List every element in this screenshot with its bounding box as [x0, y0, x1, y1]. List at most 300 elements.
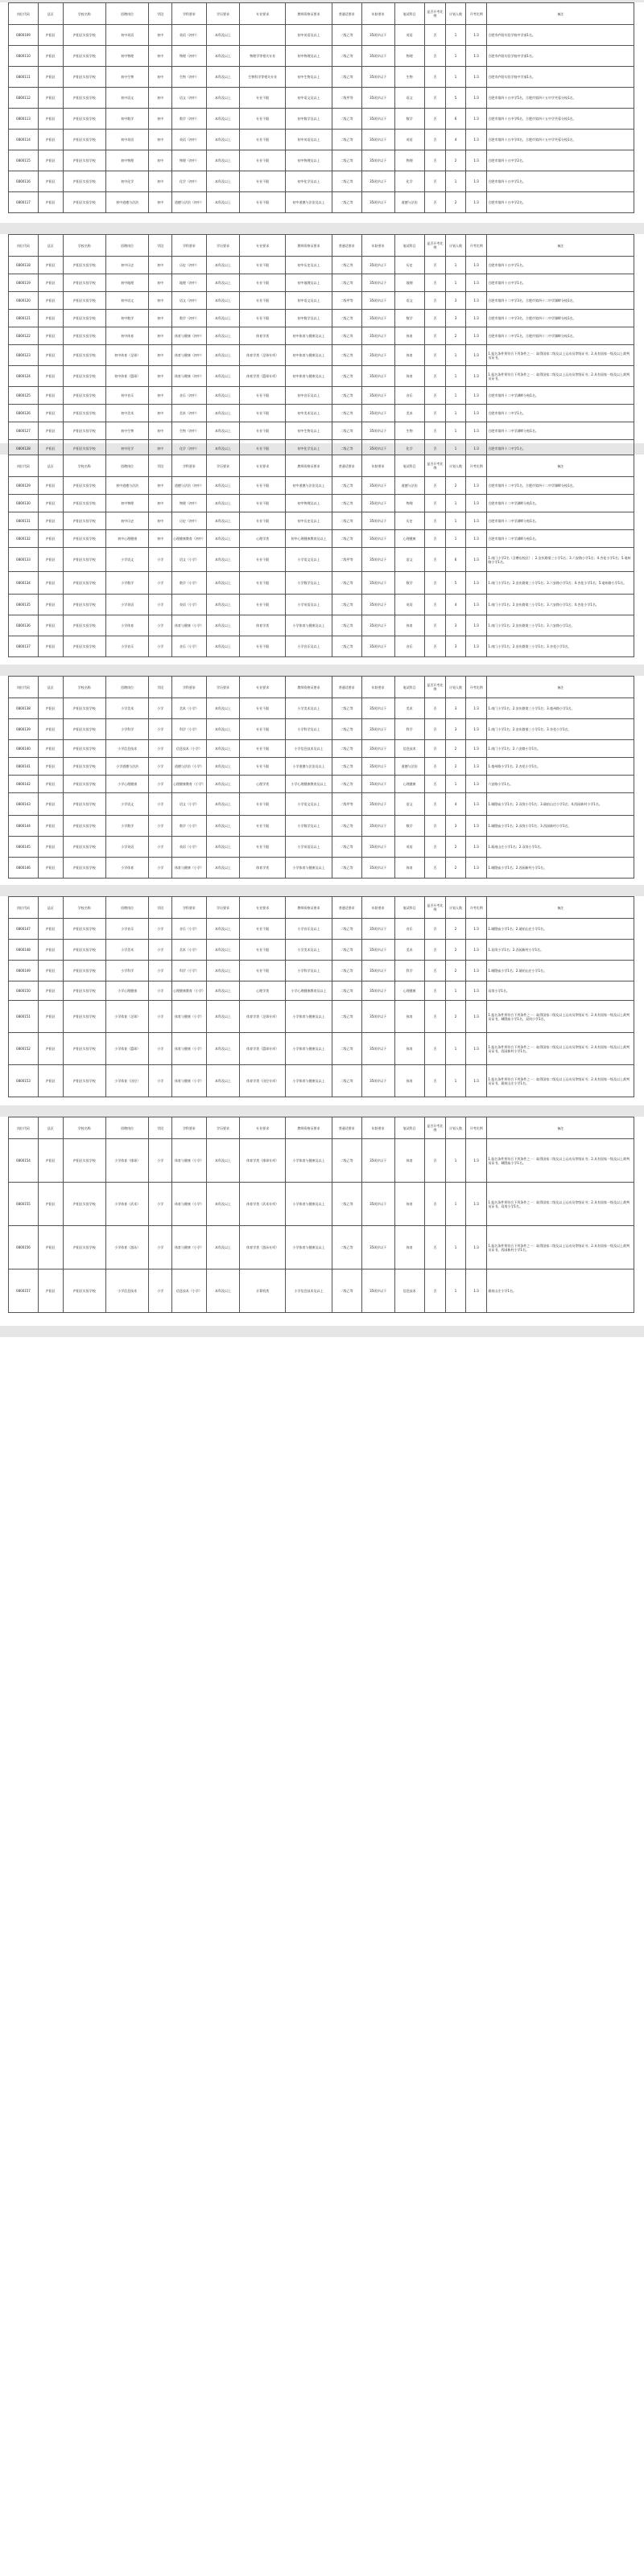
table-cell-教师资格证要求: 初中体育与健康及以上	[286, 366, 332, 387]
table-cell-岗位代码: 0800148	[9, 940, 39, 961]
table-cell-普通话要求: 二级乙等	[332, 719, 361, 740]
table-cell-专业要求: 体育学类（篮球专项）	[239, 366, 285, 387]
table-cell-教师资格证要求: 小学心理健康教育及以上	[286, 981, 332, 1001]
table-cell-专业要求: 专业不限	[239, 405, 285, 422]
table-cell-专业要求	[239, 25, 285, 46]
table-cell-学校名称: 庐阳区实验学校	[63, 858, 105, 879]
table-row	[9, 130, 634, 150]
column-header: 学段	[149, 455, 172, 477]
table-cell-学历要求: 本科及以上	[206, 548, 239, 572]
table-cell-是否开考比例: 否	[424, 405, 446, 422]
column-header: 学科要求	[171, 235, 206, 257]
table-cell-专业要求: 体育学类（排球专项）	[239, 1139, 285, 1183]
table-row	[9, 940, 634, 961]
table-cell-计划人数: 1	[446, 776, 466, 793]
table-cell-学科要求: 生物（初中）	[171, 422, 206, 440]
table-cell-学历要求: 本科及以上	[206, 327, 239, 345]
table-cell-学段: 小学	[149, 615, 172, 636]
table-cell-县区: 庐阳区	[38, 422, 63, 440]
table-cell-县区: 庐阳区	[38, 109, 63, 130]
column-header: 教师资格证要求	[286, 1117, 332, 1139]
table-cell-普通话要求: 二级乙等	[332, 858, 361, 879]
table-cell-教师资格证要求: 小学体育与健康及以上	[286, 615, 332, 636]
table-cell-岗位代码: 0800125	[9, 387, 39, 405]
table-cell-备注: 六安路小学1名。	[487, 776, 634, 793]
column-header: 学历要求	[206, 677, 239, 698]
table-cell-学校名称: 庐阳区实验学校	[63, 1269, 105, 1313]
table-cell-开考比例: 1:3	[465, 477, 487, 495]
table-cell-计划人数: 2	[446, 758, 466, 776]
table-cell-岗位代码: 0800143	[9, 793, 39, 816]
table-cell-计划人数: 4	[446, 595, 466, 615]
table-cell-年龄要求: 35周岁以下	[361, 776, 394, 793]
table-cell-学科要求: 历史（初中）	[171, 257, 206, 274]
table-cell-笔试科目: 生物	[394, 67, 424, 88]
table-cell-普通话要求: 二级乙等	[332, 405, 361, 422]
column-header: 备注	[487, 1117, 634, 1139]
table-cell-计划人数: 1	[446, 67, 466, 88]
table-row	[9, 366, 634, 387]
table-cell-备注: 1.南门小学1名；2.安庆路第三小学1名；3.杏花小学1名。	[487, 719, 634, 740]
column-header: 学科要求	[171, 677, 206, 698]
table-cell-学历要求: 本科及以上	[206, 512, 239, 530]
table-cell-计划人数: 1	[446, 257, 466, 274]
table-cell-是否开考比例: 否	[424, 310, 446, 327]
table-cell-备注: 1.城隍庙小学1名；2.双岗小学1名；3.琥珀山庄小学1名；4.西园新村小学1名。	[487, 793, 634, 816]
recruitment-table	[8, 896, 634, 1097]
column-header: 教师资格证要求	[286, 3, 332, 25]
table-cell-招聘岗位: 小学美术	[105, 698, 148, 719]
table-cell-开考比例: 1:3	[465, 961, 487, 981]
table-cell-岗位代码: 0800156	[9, 1226, 39, 1269]
table-cell-专业要求: 体育学类	[239, 858, 285, 879]
table-cell-岗位代码: 0800117	[9, 192, 39, 213]
table-cell-年龄要求: 35周岁以下	[361, 422, 394, 440]
table-cell-笔试科目: 体育	[394, 345, 424, 366]
table-cell-普通话要求: 二级乙等	[332, 477, 361, 495]
table-cell-学科要求: 体育与健康（小学）	[171, 1183, 206, 1226]
table-cell-学历要求: 本科及以上	[206, 1139, 239, 1183]
table-cell-招聘岗位: 小学美术	[105, 940, 148, 961]
column-header: 普通话要求	[332, 677, 361, 698]
table-row	[9, 816, 634, 837]
table-cell-学科要求: 英语（初中）	[171, 130, 206, 150]
table-cell-开考比例: 1:3	[465, 1033, 487, 1065]
table-cell-备注: 合肥市第四十二中学湖畔分校1名。	[487, 387, 634, 405]
table-cell-县区: 庐阳区	[38, 130, 63, 150]
table-cell-计划人数: 1	[446, 422, 466, 440]
table-cell-开考比例: 1:3	[465, 192, 487, 213]
table-cell-学校名称: 庐阳区实验学校	[63, 595, 105, 615]
column-header: 学科要求	[171, 3, 206, 25]
table-cell-学科要求: 化学（初中）	[171, 440, 206, 458]
table-cell-是否开考比例: 否	[424, 1183, 446, 1226]
table-cell-教师资格证要求: 小学信息技术及以上	[286, 1269, 332, 1313]
table-cell-普通话要求: 二级甲等	[332, 292, 361, 310]
table-cell-开考比例: 1:3	[465, 981, 487, 1001]
table-cell-年龄要求: 35周岁以下	[361, 327, 394, 345]
column-header: 普通话要求	[332, 455, 361, 477]
table-cell-县区: 庐阳区	[38, 171, 63, 192]
column-header: 计划人数	[446, 235, 466, 257]
column-header: 县区	[38, 455, 63, 477]
table-row	[9, 1139, 634, 1183]
table-cell-开考比例: 1:3	[465, 793, 487, 816]
table-cell-备注: 合肥市第四十五中学2名。	[487, 150, 634, 171]
document-page	[0, 2, 644, 223]
table-cell-普通话要求: 二级乙等	[332, 366, 361, 387]
table-cell-年龄要求: 35周岁以下	[361, 548, 394, 572]
table-cell-笔试科目: 音乐	[394, 387, 424, 405]
table-cell-笔试科目: 道德与法治	[394, 477, 424, 495]
table-cell-计划人数: 3	[446, 292, 466, 310]
table-cell-岗位代码: 0800154	[9, 1139, 39, 1183]
table-cell-计划人数: 1	[446, 981, 466, 1001]
table-cell-是否开考比例: 否	[424, 961, 446, 981]
table-cell-开考比例: 1:3	[465, 1183, 487, 1226]
table-cell-备注: 合肥市第四十二中学1名，合肥市第四十二中学湖畔分校1名。	[487, 327, 634, 345]
table-cell-学段: 初中	[149, 405, 172, 422]
table-cell-学历要求: 本科及以上	[206, 345, 239, 366]
table-cell-学段: 小学	[149, 1001, 172, 1033]
table-cell-学科要求: 语文（小学）	[171, 793, 206, 816]
table-cell-县区: 庐阳区	[38, 919, 63, 940]
table-cell-年龄要求: 35周岁以下	[361, 1065, 394, 1097]
table-cell-岗位代码: 0800113	[9, 109, 39, 130]
table-cell-计划人数: 6	[446, 109, 466, 130]
table-cell-县区: 庐阳区	[38, 572, 63, 595]
table-cell-学校名称: 庐阳区实验学校	[63, 88, 105, 109]
table-cell-学历要求: 本科及以上	[206, 719, 239, 740]
table-cell-备注: 合肥市第四十五中学4名，合肥市第四十五中学芙蓉分校1名。	[487, 130, 634, 150]
document-page	[0, 676, 644, 885]
table-cell-教师资格证要求: 小学英语及以上	[286, 837, 332, 858]
table-cell-教师资格证要求: 小学体育与健康及以上	[286, 1139, 332, 1183]
table-cell-专业要求: 体育学类（足球专项）	[239, 1001, 285, 1033]
table-cell-招聘岗位: 初中英语	[105, 130, 148, 150]
table-cell-开考比例: 1:3	[465, 1065, 487, 1097]
table-cell-年龄要求: 35周岁以下	[361, 150, 394, 171]
table-cell-年龄要求: 35周岁以下	[361, 1139, 394, 1183]
recruitment-table	[8, 234, 634, 458]
table-cell-计划人数: 2	[446, 150, 466, 171]
table-cell-计划人数: 1	[446, 512, 466, 530]
table-cell-计划人数: 6	[446, 548, 466, 572]
column-header: 学历要求	[206, 1117, 239, 1139]
table-cell-学段: 初中	[149, 422, 172, 440]
table-cell-专业要求: 体育学类（武术专项）	[239, 1183, 285, 1226]
table-cell-笔试科目: 化学	[394, 171, 424, 192]
table-cell-是否开考比例: 否	[424, 46, 446, 67]
table-cell-学科要求: 体育与健康（初中）	[171, 327, 206, 345]
column-header: 学科要求	[171, 897, 206, 919]
table-cell-开考比例: 1:3	[465, 130, 487, 150]
table-cell-县区: 庐阳区	[38, 1139, 63, 1183]
table-cell-学科要求: 化学（初中）	[171, 171, 206, 192]
column-header: 学科要求	[171, 455, 206, 477]
table-cell-县区: 庐阳区	[38, 387, 63, 405]
table-cell-开考比例: 1:3	[465, 1226, 487, 1269]
column-header: 学历要求	[206, 3, 239, 25]
table-cell-开考比例: 1:3	[465, 1139, 487, 1183]
table-cell-学校名称: 庐阳区实验学校	[63, 440, 105, 458]
table-cell-招聘岗位: 初中生物	[105, 422, 148, 440]
table-cell-招聘岗位: 初中体育（篮球）	[105, 366, 148, 387]
table-cell-开考比例: 1:3	[465, 171, 487, 192]
table-row	[9, 1001, 634, 1033]
table-cell-岗位代码: 0800126	[9, 405, 39, 422]
table-cell-开考比例: 1:3	[465, 816, 487, 837]
table-cell-备注: 合肥市庐阳实验学校中学部1名。	[487, 46, 634, 67]
table-cell-专业要求: 体育学类	[239, 327, 285, 345]
column-header: 岗位代码	[9, 677, 39, 698]
table-cell-笔试科目: 数学	[394, 572, 424, 595]
table-cell-岗位代码: 0800149	[9, 961, 39, 981]
table-cell-教师资格证要求: 初中物理及以上	[286, 495, 332, 512]
table-cell-县区: 庐阳区	[38, 477, 63, 495]
table-cell-学校名称: 庐阳区实验学校	[63, 387, 105, 405]
table-cell-开考比例: 1:3	[465, 615, 487, 636]
table-cell-普通话要求: 二级乙等	[332, 422, 361, 440]
page-gap	[0, 223, 644, 234]
table-cell-县区: 庐阳区	[38, 512, 63, 530]
column-header: 专业要求	[239, 897, 285, 919]
table-cell-普通话要求: 二级乙等	[332, 961, 361, 981]
table-cell-学历要求: 本科及以上	[206, 46, 239, 67]
table-cell-县区: 庐阳区	[38, 192, 63, 213]
table-cell-普通话要求: 二级乙等	[332, 776, 361, 793]
table-row	[9, 25, 634, 46]
table-cell-学校名称: 庐阳区实验学校	[63, 150, 105, 171]
table-cell-招聘岗位: 小学科学	[105, 719, 148, 740]
table-cell-专业要求: 专业不限	[239, 719, 285, 740]
table-cell-学校名称: 庐阳区实验学校	[63, 171, 105, 192]
table-cell-计划人数: 1	[446, 274, 466, 292]
table-cell-岗位代码: 0800120	[9, 292, 39, 310]
table-cell-招聘岗位: 小学英语	[105, 595, 148, 615]
table-cell-年龄要求: 35周岁以下	[361, 758, 394, 776]
table-cell-学科要求: 音乐（小学）	[171, 919, 206, 940]
table-cell-开考比例: 1:3	[465, 940, 487, 961]
table-cell-岗位代码: 0800155	[9, 1183, 39, 1226]
table-cell-招聘岗位: 小学体育	[105, 615, 148, 636]
recruitment-table	[8, 1117, 634, 1313]
table-cell-教师资格证要求: 小学数学及以上	[286, 816, 332, 837]
column-header: 招聘岗位	[105, 677, 148, 698]
table-cell-专业要求: 体育学类（田径专项）	[239, 1065, 285, 1097]
table-cell-学校名称: 庐阳区实验学校	[63, 327, 105, 345]
table-cell-县区: 庐阳区	[38, 310, 63, 327]
table-cell-备注: 1.双岗小学1名；2.西园新村小学1名。	[487, 940, 634, 961]
table-row	[9, 387, 634, 405]
document-page	[0, 896, 644, 1105]
table-cell-年龄要求: 35周岁以下	[361, 67, 394, 88]
table-cell-学段: 初中	[149, 310, 172, 327]
table-cell-学历要求: 本科及以上	[206, 274, 239, 292]
table-cell-县区: 庐阳区	[38, 837, 63, 858]
table-cell-学历要求: 本科及以上	[206, 698, 239, 719]
table-cell-备注: 1.报名条件须符合下列条件之一：取得国家二级及以上运动员等级证书；2.具有国家一级及以上裁判员证书。西园新村小学1名。	[487, 1033, 634, 1065]
table-cell-学段: 初中	[149, 477, 172, 495]
column-header: 县区	[38, 677, 63, 698]
column-header: 笔试科目	[394, 235, 424, 257]
table-row	[9, 171, 634, 192]
table-cell-县区: 庐阳区	[38, 67, 63, 88]
table-cell-备注: 合肥市第四十二中学3名，合肥市第四十二中学湖畔分校1名。	[487, 292, 634, 310]
table-cell-教师资格证要求: 初中体育与健康及以上	[286, 345, 332, 366]
table-cell-岗位代码: 0800138	[9, 698, 39, 719]
table-cell-岗位代码: 0800144	[9, 816, 39, 837]
table-cell-开考比例: 1:3	[465, 345, 487, 366]
table-cell-开考比例: 1:3	[465, 548, 487, 572]
table-cell-年龄要求: 35周岁以下	[361, 512, 394, 530]
table-cell-招聘岗位: 初中历史	[105, 512, 148, 530]
table-cell-计划人数: 4	[446, 130, 466, 150]
table-row	[9, 46, 634, 67]
table-cell-开考比例: 1:3	[465, 1001, 487, 1033]
table-cell-学科要求: 生物（初中）	[171, 67, 206, 88]
column-header: 开考比例	[465, 897, 487, 919]
table-cell-学段: 小学	[149, 740, 172, 758]
table-cell-计划人数: 3	[446, 615, 466, 636]
table-cell-是否开考比例: 否	[424, 345, 446, 366]
table-cell-计划人数: 3	[446, 310, 466, 327]
table-cell-教师资格证要求: 初中历史及以上	[286, 512, 332, 530]
table-row	[9, 548, 634, 572]
column-header: 开考比例	[465, 1117, 487, 1139]
table-cell-备注: 合肥市第四十五中学5名，合肥市第四十五中学芙蓉分校1名。	[487, 88, 634, 109]
table-cell-专业要求: 专业不限	[239, 440, 285, 458]
table-cell-开考比例: 1:3	[465, 758, 487, 776]
table-cell-学校名称: 庐阳区实验学校	[63, 981, 105, 1001]
table-cell-学段: 初中	[149, 150, 172, 171]
table-cell-教师资格证要求: 小学体育与健康及以上	[286, 1183, 332, 1226]
table-cell-学科要求: 体育与健康（小学）	[171, 1033, 206, 1065]
table-cell-普通话要求: 二级乙等	[332, 25, 361, 46]
table-cell-学校名称: 庐阳区实验学校	[63, 512, 105, 530]
table-cell-是否开考比例: 否	[424, 1226, 446, 1269]
table-cell-学校名称: 庐阳区实验学校	[63, 130, 105, 150]
table-cell-计划人数: 1	[446, 387, 466, 405]
table-cell-学科要求: 物理（初中）	[171, 150, 206, 171]
table-cell-教师资格证要求: 初中物理及以上	[286, 150, 332, 171]
column-header: 计划人数	[446, 1117, 466, 1139]
table-cell-是否开考比例: 否	[424, 636, 446, 657]
column-header: 学校名称	[63, 1117, 105, 1139]
table-cell-备注: 合肥市第四十五中学1名。	[487, 274, 634, 292]
table-cell-招聘岗位: 初中体育	[105, 327, 148, 345]
table-cell-招聘岗位: 小学数学	[105, 816, 148, 837]
table-cell-学段: 初中	[149, 327, 172, 345]
table-cell-教师资格证要求: 小学体育与健康及以上	[286, 1001, 332, 1033]
table-cell-教师资格证要求: 小学体育与健康及以上	[286, 1033, 332, 1065]
table-cell-教师资格证要求: 小学语文及以上	[286, 793, 332, 816]
table-cell-开考比例: 1:3	[465, 636, 487, 657]
column-header: 学校名称	[63, 455, 105, 477]
table-cell-招聘岗位: 初中地理	[105, 274, 148, 292]
table-cell-学科要求: 体育与健康（小学）	[171, 1065, 206, 1097]
table-cell-县区: 庐阳区	[38, 981, 63, 1001]
table-cell-年龄要求: 35周岁以下	[361, 366, 394, 387]
table-cell-学段: 初中	[149, 25, 172, 46]
table-cell-学科要求: 英语（小学）	[171, 837, 206, 858]
table-cell-年龄要求: 35周岁以下	[361, 257, 394, 274]
table-cell-专业要求: 专业不限	[239, 495, 285, 512]
table-cell-普通话要求: 二级乙等	[332, 530, 361, 548]
table-cell-专业要求: 专业不限	[239, 109, 285, 130]
table-header-row	[9, 1117, 634, 1139]
table-cell-教师资格证要求: 初中数学及以上	[286, 310, 332, 327]
table-cell-备注: 合肥市第四十二中学湖畔分校1名。	[487, 495, 634, 512]
table-cell-学历要求: 本科及以上	[206, 495, 239, 512]
table-row	[9, 512, 634, 530]
table-cell-招聘岗位: 初中历史	[105, 257, 148, 274]
table-cell-年龄要求: 35周岁以下	[361, 130, 394, 150]
table-cell-县区: 庐阳区	[38, 440, 63, 458]
table-cell-笔试科目: 心理健康	[394, 776, 424, 793]
table-cell-学校名称: 庐阳区实验学校	[63, 758, 105, 776]
table-cell-是否开考比例: 否	[424, 530, 446, 548]
table-cell-学段: 小学	[149, 1033, 172, 1065]
table-cell-学段: 初中	[149, 387, 172, 405]
table-cell-教师资格证要求: 小学体育与健康及以上	[286, 858, 332, 879]
table-cell-年龄要求: 35周岁以下	[361, 1269, 394, 1313]
table-cell-招聘岗位: 小学体育（田径）	[105, 1065, 148, 1097]
table-cell-专业要求: 专业不限	[239, 698, 285, 719]
table-cell-招聘岗位: 小学体育（武术）	[105, 1183, 148, 1226]
table-cell-县区: 庐阳区	[38, 758, 63, 776]
table-cell-笔试科目: 语文	[394, 793, 424, 816]
table-cell-开考比例: 1:3	[465, 387, 487, 405]
table-cell-年龄要求: 35周岁以下	[361, 858, 394, 879]
table-cell-学段: 小学	[149, 719, 172, 740]
table-cell-教师资格证要求: 小学数学及以上	[286, 572, 332, 595]
table-cell-学科要求: 科学（小学）	[171, 961, 206, 981]
column-header: 岗位代码	[9, 235, 39, 257]
table-cell-学历要求: 本科及以上	[206, 171, 239, 192]
table-cell-县区: 庐阳区	[38, 636, 63, 657]
table-cell-是否开考比例: 否	[424, 548, 446, 572]
table-cell-学科要求: 语文（小学）	[171, 548, 206, 572]
table-cell-专业要求: 专业不限	[239, 171, 285, 192]
table-cell-学科要求: 心理健康教育（小学）	[171, 981, 206, 1001]
table-cell-招聘岗位: 小学音乐	[105, 636, 148, 657]
table-cell-普通话要求: 二级乙等	[332, 758, 361, 776]
table-cell-学历要求: 本科及以上	[206, 919, 239, 940]
table-cell-开考比例: 1:3	[465, 719, 487, 740]
table-cell-学科要求: 体育与健康（初中）	[171, 366, 206, 387]
table-cell-开考比例: 1:3	[465, 440, 487, 458]
table-cell-学科要求: 语文（初中）	[171, 292, 206, 310]
table-cell-笔试科目: 体育	[394, 1033, 424, 1065]
table-row	[9, 405, 634, 422]
table-cell-年龄要求: 35周岁以下	[361, 615, 394, 636]
table-cell-岗位代码: 0800153	[9, 1065, 39, 1097]
table-cell-县区: 庐阳区	[38, 858, 63, 879]
table-cell-学校名称: 庐阳区实验学校	[63, 961, 105, 981]
table-cell-县区: 庐阳区	[38, 595, 63, 615]
table-cell-学校名称: 庐阳区实验学校	[63, 1139, 105, 1183]
table-cell-普通话要求: 二级乙等	[332, 440, 361, 458]
table-cell-学校名称: 庐阳区实验学校	[63, 477, 105, 495]
table-cell-专业要求: 专业不限	[239, 292, 285, 310]
column-header: 计划人数	[446, 677, 466, 698]
table-cell-岗位代码: 0800135	[9, 595, 39, 615]
table-cell-县区: 庐阳区	[38, 740, 63, 758]
table-cell-开考比例: 1:3	[465, 1269, 487, 1313]
table-cell-县区: 庐阳区	[38, 530, 63, 548]
table-cell-教师资格证要求: 初中语文及以上	[286, 292, 332, 310]
